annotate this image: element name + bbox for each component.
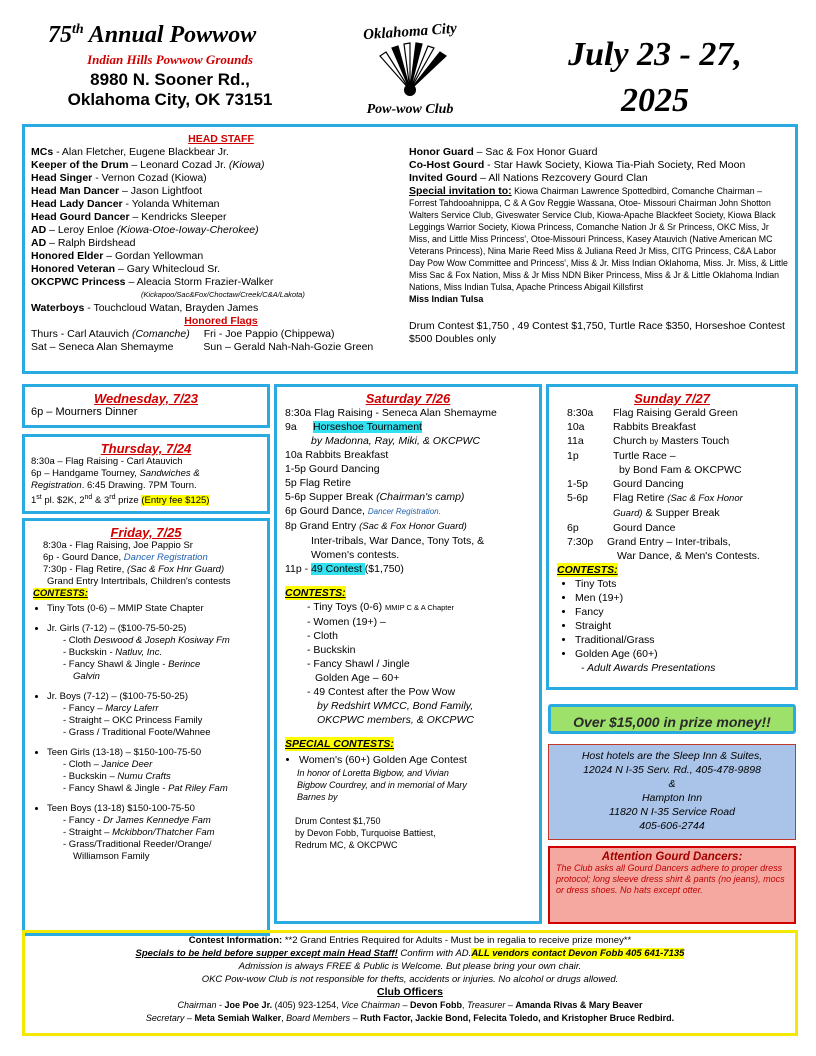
friday-contests-label: CONTESTS:	[33, 588, 88, 599]
head-staff-box	[22, 124, 798, 374]
contest-text: Teen Boys (13-18) $150-100-75-50	[47, 803, 195, 814]
sat-time: 9a	[285, 421, 297, 433]
saturday-line: Women's contests.	[311, 549, 400, 561]
friday-line	[33, 552, 267, 564]
special-desc-line: Bigbow Courdrey, and in memorial of Mary	[297, 780, 467, 790]
friday-text: 7:30p - Flag Retire,	[43, 564, 127, 575]
club-logo	[340, 18, 480, 126]
annual-rest: Annual Powwow	[88, 22, 257, 48]
officers-line-2: Secretary – Meta Semiah Walker, Board Members – Ruth Factor, Jackie Bond, Felecita Toledo, and Kristopher Bruce Redbird.	[145, 1013, 675, 1023]
princess-tribes: (Kickapoo/Sac&Fox/Choctaw/Creek/C&A/Lakota)	[141, 290, 305, 299]
special-contests-label: SPECIAL CONTESTS:	[285, 738, 394, 750]
sun-time: 6p	[567, 522, 579, 534]
contest-sub	[47, 703, 267, 739]
flags-sun: Sun – Gerald Nah-Nah-Gozie Green	[203, 341, 374, 353]
saturday-body	[277, 406, 539, 851]
event-dates	[540, 32, 770, 124]
staff-line	[31, 276, 411, 289]
flags-fri: Fri - Joe Pappio (Chippewa)	[203, 328, 335, 340]
prize-text: prize	[115, 495, 142, 507]
saturday-line: 1-5p Gourd Dancing	[285, 463, 380, 475]
hotel-line: 12024 N I-35 Serv. Rd., 405-478-9898	[583, 764, 761, 776]
sun-small: by	[649, 437, 659, 446]
saturday-line: 10a Rabbits Breakfast	[285, 449, 389, 461]
staff-line	[409, 146, 789, 159]
contest-sub-line	[63, 715, 267, 727]
sub-a: - Grass / Traditional Foote/Wahnee	[63, 727, 211, 738]
sun-text: Grand Entry – Inter-tribals,	[607, 536, 731, 548]
thursday-line	[31, 468, 267, 480]
contest-item	[47, 623, 267, 683]
staff-line	[31, 250, 411, 263]
staff-name: – Jason Lightfoot	[119, 185, 203, 197]
sub-a: - Fancy Shawl & Jingle -	[63, 659, 169, 670]
friday-box	[22, 518, 270, 936]
head-staff-left	[31, 133, 411, 354]
officer-label: Secretary	[145, 1013, 185, 1023]
prize-1: 1	[31, 495, 37, 507]
sunday-line	[567, 477, 795, 491]
contest-item	[47, 747, 267, 795]
club-officers-title: Club Officers	[377, 986, 443, 998]
contest-info-text: **2 Grand Entries Required for Adults - Must be in regalia to receive prize money**	[284, 935, 632, 946]
special-invite-text: Kiowa Chairman Lawrence Spottedbird, Comanche Chairman – Forrest Tahdooahnippa, C & A Gov Reggie Wassana, Otoe- Missouri Chairman John Shotton Walters Service Club, Giveswater Service Club, Kiowa-Apache Blackfeet Society, Kiowa Black Leggings Warrior Society, Kiowa Princess, Comanche Nation Jr & Sr Princess, OKC Miss, Jr Miss, and Little Miss Princess', Otoe-Missouri Princess, Kasey Atauvich (Native American MC Veterans Princess), Nina Marie Reed Miss & Juliana Reed Jr Miss, CITG Princess, C&A Labor Day Pow Wow Committee and Princess', Miss & Jr. Miss Indian Oklahoma, Miss. Jr. Miss, & Little Miss Sac & Fox Nation, Miss & Jr Miss NDN Biker Princess, Miss & Jr & Little Oklahoma Indian Nations, Miss Indian Tulsa, Apache Princess Abigail Killsfirst	[409, 186, 788, 292]
contest-sub-line	[63, 727, 267, 739]
drum-line: Drum Contest $1,750	[295, 816, 381, 826]
contest-text: Tiny Tots (0-6) – MMIP State Chapter	[47, 603, 204, 614]
dancer-registration: Dancer Registration	[123, 552, 208, 563]
saturday-line	[285, 562, 539, 576]
staff-line	[31, 198, 411, 211]
staff-name: – Aleacia Storm Frazier-Walker	[125, 276, 274, 288]
sun-text: Rabbits Breakfast	[613, 421, 696, 433]
contest-sub-line	[63, 759, 267, 771]
prize-2: pl. $2K, 2	[41, 495, 85, 507]
contest-sub-line	[63, 783, 267, 795]
staff-line	[31, 185, 411, 198]
sunday-line	[567, 449, 795, 463]
staff-role: Co-Host Gourd	[409, 159, 485, 171]
logo-bottom-text: Pow-wow Club	[366, 102, 454, 117]
staff-line	[31, 146, 411, 159]
sub-b: Berince	[168, 659, 201, 670]
sun-text: Gourd Dancing	[613, 478, 684, 490]
drum-contest-block	[285, 815, 539, 851]
friday-line: 8:30a - Flag Raising, Joe Pappio Sr	[43, 540, 193, 551]
staff-line	[31, 237, 411, 250]
friday-body	[25, 540, 267, 863]
sub-a: - Buckskin -	[63, 647, 116, 658]
sun-time: 10a	[567, 421, 585, 433]
49-contest: 49 Contest	[311, 563, 365, 575]
contest-sub-line	[63, 659, 267, 671]
staff-note: (Kiowa)	[228, 159, 265, 171]
sub-b: Mckibbon/Thatcher Fam	[112, 827, 215, 838]
sat-text: 11p -	[285, 563, 312, 575]
sunday-contests-label: CONTESTS:	[557, 564, 618, 576]
officer-name: Joe Poe Jr.	[224, 1000, 273, 1010]
staff-line	[409, 172, 789, 185]
staff-role: Invited Gourd	[409, 172, 478, 184]
friday-contest-list	[33, 603, 267, 863]
special-contest-item: • Women's (60+) Golden Age Contest	[299, 753, 539, 767]
staff-name: - Yolanda Whiteman	[122, 198, 220, 210]
annual-number: 75	[48, 22, 72, 48]
drum-line: by Devon Fobb, Turquoise Battiest,	[295, 828, 436, 838]
sunday-contest-list	[557, 577, 795, 661]
thursday-italic: Sandwiches &	[139, 468, 200, 479]
contest-item	[47, 691, 267, 739]
specials-mid: Confirm with AD.	[397, 948, 472, 959]
staff-role: MCs	[31, 146, 54, 158]
sub-b: Deswood & Joseph Kosiway Fm	[93, 635, 230, 646]
wednesday-line: 6p – Mourners Dinner	[31, 406, 138, 418]
contest-sub-line	[63, 703, 267, 715]
staff-line	[31, 159, 411, 172]
sun-contest-item: • Men (19+)	[575, 591, 795, 605]
hotel-line: 405-606-2744	[639, 820, 705, 832]
staff-line	[31, 302, 411, 315]
vendors-contact: ALL vendors contact Devon Fobb 405 641-7135	[471, 948, 685, 959]
staff-line	[31, 224, 411, 237]
sub-a: - Cloth –	[63, 759, 102, 770]
contest-info-label: Contest Information:	[188, 935, 285, 946]
staff-name: – Gary Whitecloud Sr.	[115, 263, 221, 275]
prize-banner: Over $15,000 in prize money!!	[548, 704, 796, 734]
sat-italic: (Chairman's camp)	[376, 491, 465, 503]
sunday-line: by Bond Fam & OKCPWC	[619, 464, 742, 476]
staff-role: Head Man Dancer	[31, 185, 120, 197]
thursday-body	[25, 456, 267, 507]
dancer-registration: Dancer Registration.	[367, 507, 441, 516]
hotels-box	[548, 744, 796, 840]
contest-text: Jr. Boys (7-12) – ($100-75-50-25)	[47, 691, 188, 702]
sub-b: Marcy Laferr	[105, 703, 159, 714]
sun-text: Flag Retire	[613, 492, 668, 504]
sat-text: 8p Grand Entry	[285, 520, 360, 532]
staff-role: Head Singer	[31, 172, 93, 184]
sat-contest-item: Golden Age – 60+	[315, 672, 400, 684]
adult-awards: - Adult Awards Presentations	[581, 662, 716, 674]
sup: rd	[109, 494, 116, 501]
contest-sub-line	[63, 827, 267, 839]
friday-italic: (Sac & Fox Hnr Guard)	[126, 564, 225, 575]
special-contests-list	[285, 753, 539, 767]
staff-name: – Leroy Enloe	[46, 224, 117, 236]
specials-label: Specials to be held before supper except main Head Staff!	[135, 948, 398, 959]
contest-text: - Tiny Toys (0-6)	[307, 601, 385, 613]
liability-line: OKC Pow-wow Club is not responsible for thefts, accidents or injuries. No alcohol or drugs allowed.	[201, 974, 619, 985]
staff-role: Honored Elder	[31, 250, 104, 262]
staff-role: AD	[31, 224, 47, 236]
sun-time: 1-5p	[567, 478, 589, 490]
staff-name: – Gordan Yellowman	[103, 250, 204, 262]
staff-role: Honored Veteran	[31, 263, 116, 275]
sun-time: 7:30p	[567, 536, 594, 548]
sunday-body	[549, 406, 795, 563]
prize-3: & 3	[92, 495, 110, 507]
staff-role: Head Gourd Dancer	[31, 211, 130, 223]
staff-name: - Vernon Cozad (Kiowa)	[92, 172, 207, 184]
officer-name: Amanda Rivas & Mary Beaver	[515, 1000, 643, 1010]
officer-label: Treasurer	[467, 1000, 506, 1010]
sat-text: 6p Gourd Dance,	[285, 505, 368, 517]
sat-text: ($1,750)	[364, 563, 404, 575]
contest-sub	[47, 815, 267, 863]
head-staff-right	[409, 146, 789, 346]
contest-item	[47, 603, 267, 615]
friday-text: 6p - Gourd Dance,	[43, 552, 124, 563]
sunday-line	[567, 506, 795, 521]
admission-line: Admission is always FREE & Public is Welcome. But please bring your own chair.	[238, 961, 582, 972]
officer-label: Chairman	[177, 1000, 217, 1010]
staff-name: – Sac & Fox Honor Guard	[473, 146, 598, 158]
special-desc-line: In honor of Loretta Bigbow, and Vivian	[297, 768, 449, 778]
sunday-box	[546, 384, 798, 690]
miss-indian-tulsa: Miss Indian Tulsa	[409, 294, 484, 304]
grounds-name: Indian Hills Powwow Grounds	[87, 52, 253, 67]
contest-sponsor: OKCPWC members, & OKCPWC	[317, 714, 474, 726]
contest-item	[47, 803, 267, 863]
drum-contest-line: Drum Contest $1,750 , 49 Contest $1,750, Turtle Race $350, Horseshoe Contest $500 Doubles only	[409, 320, 785, 345]
sat-contest-item: - Women (19+) –	[307, 616, 386, 628]
staff-name: – All Nations Rezcovery Gourd Clan	[477, 172, 648, 184]
sun-time: 11a	[567, 435, 584, 447]
sat-contest-item	[307, 600, 539, 615]
sunday-line	[567, 406, 795, 420]
officer-label: Vice Chairman	[341, 1000, 400, 1010]
hotel-line: 11820 N I-35 Service Road	[609, 806, 735, 818]
sat-text: 5-6p Supper Break	[285, 491, 377, 503]
saturday-line: Inter-tribals, War Dance, Tony Tots, &	[311, 535, 485, 547]
sun-contest-item: • Golden Age (60+)	[575, 647, 795, 661]
sub-b: Numu Crafts	[117, 771, 171, 782]
sun-italic: (Sac & Fox Honor	[667, 493, 743, 504]
sun-text: Turtle Race –	[613, 450, 676, 462]
horseshoe-tournament: Horseshoe Tournament	[313, 421, 422, 433]
saturday-line: 5p Flag Retire	[285, 477, 351, 489]
entry-fee: (Entry fee $125)	[141, 495, 210, 507]
date-line-1: July 23 - 27,	[568, 36, 742, 73]
special-desc-line: Barnes by	[297, 792, 338, 802]
attention-box	[548, 846, 796, 924]
contest-sub	[47, 635, 267, 683]
sat-contest-item: - Cloth	[307, 630, 338, 642]
contest-text: Teen Girls (13-18) – $150-100-75-50	[47, 747, 202, 758]
wednesday-box	[22, 384, 270, 428]
saturday-title: Saturday 7/26	[365, 391, 451, 406]
sub-b: Pat Riley Fam	[168, 783, 228, 794]
sunday-line	[567, 535, 795, 549]
flags-thurs-note: (Comanche)	[131, 328, 190, 340]
officer-label: Board Members	[286, 1013, 351, 1023]
sun-text: & Supper Break	[642, 507, 720, 519]
contest-sub-line	[63, 635, 267, 647]
sun-time: 1p	[567, 450, 579, 462]
contest-sub-line	[63, 647, 267, 659]
officer-name: Meta Semiah Walker	[194, 1013, 282, 1023]
sub-b: Janice Deer	[101, 759, 153, 770]
flags-sat: Sat – Seneca Alan Shemayme	[31, 341, 174, 353]
contest-sponsor: MMIP C & A Chapter	[385, 603, 455, 612]
saturday-line	[285, 519, 539, 534]
staff-name: – Kendricks Sleeper	[129, 211, 227, 223]
footer-box	[22, 930, 798, 1036]
sun-contest-item: • Tiny Tots	[575, 577, 795, 591]
staff-role: AD	[31, 237, 47, 249]
saturday-line	[285, 490, 539, 504]
wednesday-title: Wednesday, 7/23	[93, 391, 199, 406]
staff-role: Waterboys	[31, 302, 85, 314]
contest-sub-line	[63, 771, 267, 783]
officer-name: Devon Fobb	[410, 1000, 463, 1010]
contest-text: Jr. Girls (7-12) – ($100-75-50-25)	[47, 623, 187, 634]
sunday-line	[567, 521, 795, 535]
friday-line	[33, 564, 267, 576]
flags-thurs: Thurs - Carl Atauvich	[31, 328, 132, 340]
staff-line	[31, 263, 411, 276]
sub-b: Dr James Kennedye Fam	[103, 815, 211, 826]
friday-title: Friday, 7/25	[110, 525, 182, 540]
saturday-box	[274, 384, 542, 924]
contest-sponsor: by Redshirt WMCC, Bond Family,	[317, 700, 474, 712]
staff-line	[31, 211, 411, 224]
sub-a: - Straight – OKC Princess Family	[63, 715, 203, 726]
saturday-line: by Madonna, Ray, Miki, & OKCPWC	[311, 435, 481, 447]
staff-role: OKCPWC Princess	[31, 276, 126, 288]
staff-name: – Ralph Birdshead	[46, 237, 136, 249]
head-staff-title: HEAD STAFF	[188, 133, 254, 145]
staff-line	[409, 159, 789, 172]
sub-a: - Fancy –	[63, 703, 106, 714]
sub-a: - Fancy -	[63, 815, 104, 826]
contest-info	[25, 934, 795, 947]
annual-sup: th	[72, 22, 84, 37]
friday-line: Grand Entry Intertribals, Children's contests	[47, 576, 231, 587]
sub-a: - Fancy Shawl & Jingle -	[63, 783, 169, 794]
sun-contest-item: • Fancy	[575, 605, 795, 619]
contest-sub-line	[63, 815, 267, 827]
saturday-line	[285, 504, 539, 519]
drum-line: Redrum MC, & OKCPWC	[295, 840, 398, 850]
logo-top-text: Oklahoma City	[362, 20, 458, 44]
sunday-title: Sunday 7/27	[634, 391, 710, 406]
sunday-line	[567, 420, 795, 434]
sat-contest-item: - Fancy Shawl / Jingle	[307, 658, 410, 670]
saturday-line	[285, 420, 539, 434]
saturday-line: 8:30a Flag Raising - Seneca Alan Shemayme	[285, 407, 497, 419]
sup: st	[36, 494, 42, 501]
thursday-text: 6p – Handgame Tourney,	[31, 468, 140, 479]
attention-title: Attention Gourd Dancers:	[601, 851, 743, 863]
sunday-line	[567, 491, 795, 506]
staff-line	[31, 172, 411, 185]
attention-text: The Club asks all Gourd Dancers adhere to proper dress protocol; long sleeve dress shirt & pants (no jeans), mocs or dress shoes. No hats except otter.	[556, 863, 785, 895]
staff-role: Keeper of the Drum	[31, 159, 129, 171]
staff-role: Honor Guard	[409, 146, 474, 158]
hotel-line: &	[668, 778, 676, 790]
sun-text: Church	[613, 435, 650, 447]
honored-flags-title: Honored Flags	[184, 315, 258, 327]
sun-text: Gourd Dance	[613, 522, 676, 534]
saturday-contests-label: CONTESTS:	[285, 587, 346, 599]
thursday-line: 8:30a – Flag Raising - Carl Atauvich	[31, 456, 183, 467]
thursday-line	[31, 492, 267, 507]
sub-a: - Grass/Traditional Reeder/Orange/	[63, 839, 212, 850]
specials-line	[25, 947, 795, 960]
special-desc	[285, 767, 539, 803]
staff-role: Head Lady Dancer	[31, 198, 123, 210]
staff-name: - Alan Fletcher, Eugene Blackbear Jr.	[53, 146, 229, 158]
sun-italic: Guard)	[613, 508, 643, 519]
contest-sub	[47, 759, 267, 795]
staff-name: - Star Hawk Society, Kiowa Tia-Piah Society, Red Moon	[484, 159, 746, 171]
thursday-box	[22, 434, 270, 514]
flags-line-1	[31, 328, 411, 341]
sunday-contests-block	[549, 563, 795, 675]
thursday-title: Thursday, 7/24	[100, 441, 192, 456]
sat-contest-item: - 49 Contest after the Pow Wow	[307, 686, 456, 698]
sub-cont: Williamson Family	[73, 851, 150, 862]
sun-time: 8:30a	[567, 407, 594, 419]
officer-name: Ruth Factor, Jackie Bond, Felecita Toledo, and Kristopher Bruce Redbird.	[360, 1013, 675, 1023]
sub-cont: Galvin	[73, 671, 100, 682]
sunday-line: War Dance, & Men's Contests.	[617, 550, 760, 562]
sup: nd	[84, 494, 93, 501]
sub-a: - Straight –	[63, 827, 113, 838]
hotel-line: Host hotels are the Sleep Inn & Suites,	[581, 750, 763, 762]
address-line-1: 8980 N. Sooner Rd.,	[90, 70, 250, 89]
staff-note: (Kiowa-Otoe-Ioway-Cherokee)	[116, 224, 259, 236]
staff-name: – Leonard Cozad Jr.	[128, 159, 229, 171]
sun-time: 5-6p	[567, 492, 589, 504]
thursday-italic: Registration	[31, 480, 82, 491]
officers-line-1: Chairman - Joe Poe Jr. (405) 923-1254, Vice Chairman – Devon Fobb, Treasurer – Amanda Rivas & Mary Beaver	[177, 1000, 643, 1010]
sub-a: - Buckskin –	[63, 771, 118, 782]
sun-text: Masters Touch	[658, 435, 730, 447]
sun-text: Flag Raising Gerald Green	[613, 407, 738, 419]
date-line-2: 2025	[621, 82, 689, 119]
thursday-line	[31, 480, 267, 492]
sun-contest-item: • Traditional/Grass	[575, 633, 795, 647]
sun-contest-item: • Straight	[575, 619, 795, 633]
special-invite	[409, 185, 789, 293]
special-invite-label: Special invitation to:	[409, 185, 512, 197]
sat-contest-item: - Buckskin	[307, 644, 356, 656]
hotel-line: Hampton Inn	[641, 792, 703, 804]
flags-line-2	[31, 341, 411, 354]
officer-phone: (405) 923-1254,	[272, 1000, 342, 1010]
event-title	[48, 22, 256, 49]
sat-italic: (Sac & Fox Honor Guard)	[359, 521, 467, 532]
sub-a: - Cloth	[63, 635, 94, 646]
staff-name: - Touchcloud Watan, Brayden James	[84, 302, 259, 314]
contest-sub-line	[63, 839, 267, 851]
sub-b: Natluv, Inc.	[115, 647, 163, 658]
saturday-contests	[285, 600, 539, 727]
address-line-2: Oklahoma City, OK 73151	[67, 90, 273, 109]
thursday-text: . 6:45 Drawing. 7PM Tourn.	[81, 480, 197, 491]
sunday-line	[567, 434, 795, 449]
